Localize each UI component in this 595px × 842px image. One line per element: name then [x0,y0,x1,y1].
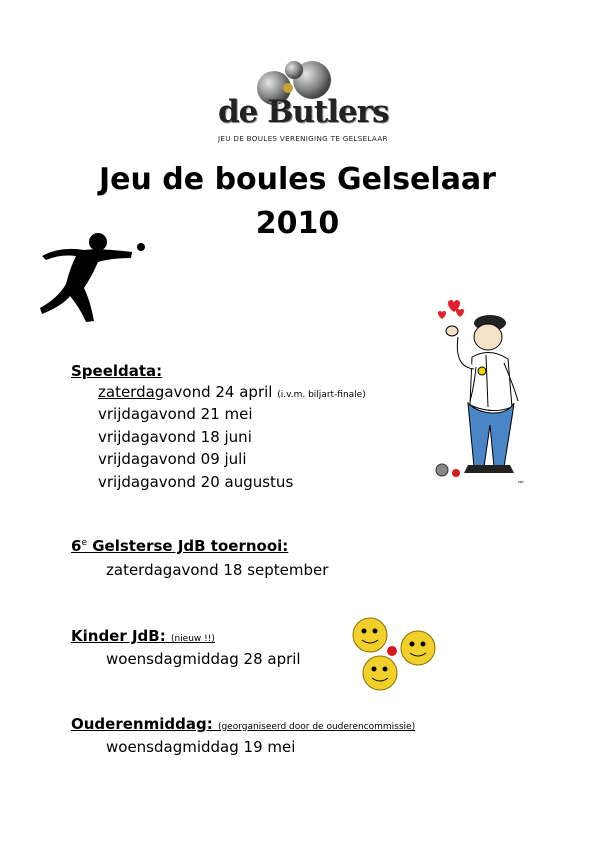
boules-player-icon [40,228,152,324]
saturday-word: zaterdag [98,383,165,401]
page-year: 2010 [255,206,340,241]
kinder-title: Kinder JdB: [71,627,166,645]
kinder-note: (nieuw !!) [170,634,215,644]
kinder-heading [71,627,215,645]
speeldata-date: vrijdagavond 20 augustus [98,473,294,491]
toernooi-title: Gelsterse JdB toernooi: [86,537,289,555]
speeldata-date: vrijdagavond 21 mei [98,405,253,423]
first-date-rest: avond 24 april [164,383,273,401]
ouderen-heading [71,715,415,733]
ouderen-title: Ouderenmiddag: [71,715,213,733]
svg-text:rsb: rsb [518,479,524,484]
speeldata-heading: Speeldata: [71,362,163,380]
smiley-balls-icon [350,615,440,693]
toernooi-number: 6 [71,537,82,555]
toernooi-date: zaterdagavond 18 september [106,561,329,579]
toernooi-ordinal: e [81,538,87,548]
club-name: de Butlers [218,94,389,130]
first-date-note: (i.v.m. biljart-finale) [277,390,366,400]
speeldata-date: vrijdagavond 09 juli [98,450,247,468]
club-subtitle: JEU DE BOULES VERENIGING TE GELSELAAR [218,134,388,143]
toernooi-heading [71,537,288,555]
speeldata-first-date [98,383,366,401]
page-title: Jeu de boules Gelselaar [99,162,496,197]
kinder-date: woensdagmiddag 28 april [106,650,301,668]
club-logo [214,60,389,146]
ouderen-date: woensdagmiddag 19 mei [106,738,296,756]
ouderen-note: (georganiseerd door de ouderencommissie) [217,722,416,732]
man-cartoon-illustration [434,297,534,487]
speeldata-date: vrijdagavond 18 juni [98,428,252,446]
